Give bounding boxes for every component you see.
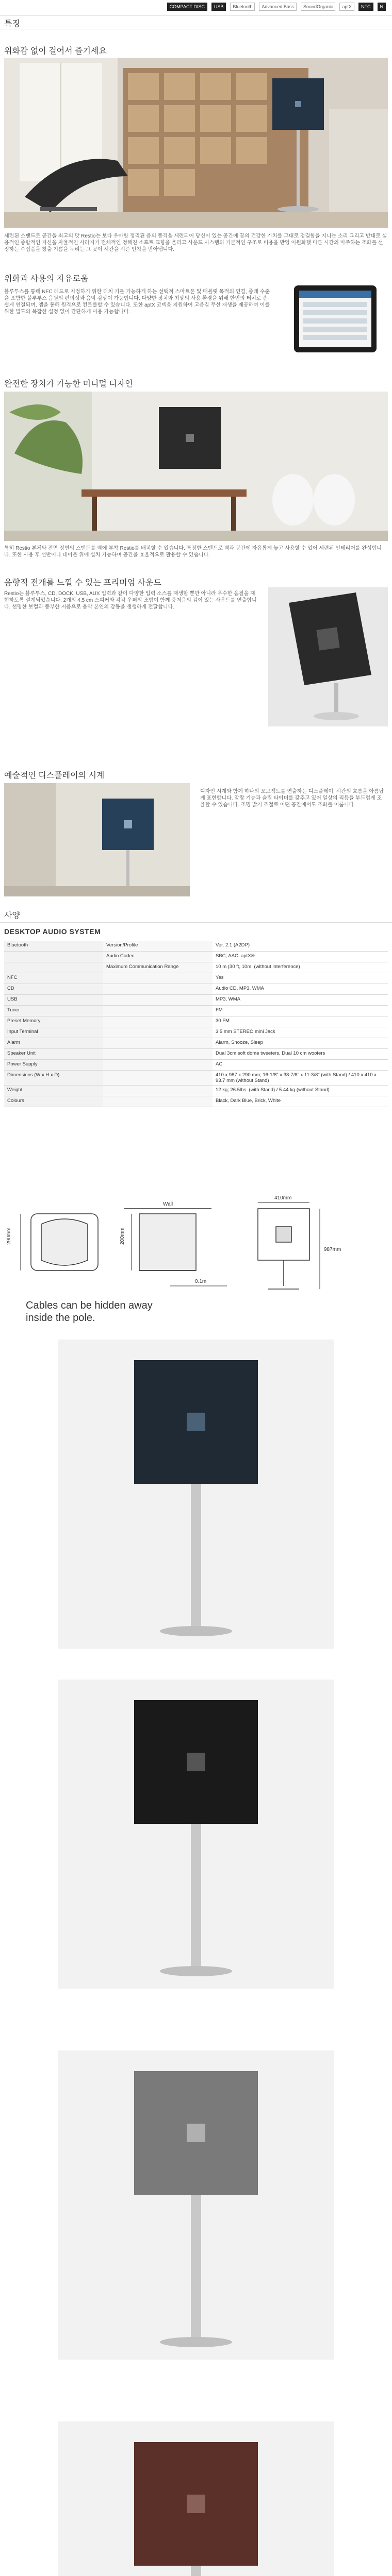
spec-key: Tuner <box>4 1006 103 1016</box>
cd-logo: COMPACT DISC <box>167 3 207 11</box>
spec-row <box>4 995 388 1006</box>
spec-value: Ver. 2.1 (A2DP) <box>213 941 388 952</box>
spec-key <box>4 962 103 973</box>
product-photo-brick <box>58 2421 334 2576</box>
spec-subkey <box>103 973 213 984</box>
product-photo-grey <box>58 2050 334 2360</box>
spec-brand: DESKTOP AUDIO SYSTEM <box>4 927 101 936</box>
spec-row <box>4 1071 388 1086</box>
height-label: 987mm <box>324 1247 341 1252</box>
design-paragraph: 특히 Restio 본체와 전면 정면의 스탠드를 벽에 부착 Restio를 배치할 수 있습니다. 특징한 스탠드로 벽과 공간에 자유롭게 놓고 사용할 수 있어 세련된 인테리어를 완성합니다. 또한 사용 후 선반이나 테이블 위에 설치 가능하며 공간을 효율적으로 활용할 수 있습니다. <box>4 546 382 558</box>
spec-value: MP3, WMA <box>213 995 388 1006</box>
speaker-photo <box>268 587 388 726</box>
divider <box>0 15 392 16</box>
spec-value: 30 FM <box>213 1016 388 1027</box>
spec-subkey <box>103 1096 213 1107</box>
pole-note: Cables can be hidden away inside the pole. <box>26 1300 153 1324</box>
spec-value: AC <box>213 1060 388 1071</box>
aptx-logo: aptX <box>339 3 354 11</box>
spec-row <box>4 941 388 952</box>
spec-value: SBC, AAC, aptX® <box>213 952 388 962</box>
interior-photo <box>4 392 388 541</box>
spec-key: USB <box>4 995 103 1006</box>
section-heading: 음향적 전개를 느낄 수 있는 프리미엄 사운드 <box>4 579 161 587</box>
wall-label: Wall <box>163 1201 173 1207</box>
spec-row <box>4 973 388 984</box>
spec-heading: 사양 <box>4 911 20 920</box>
spec-value: 410 x 987 x 290 mm; 16-1/8" x 38-7/8" x 11-3/8" (with Stand) / 410 x 410 x 93.7 mm (without Stand) <box>213 1071 388 1086</box>
spec-subkey <box>103 995 213 1006</box>
spec-subkey <box>103 1006 213 1016</box>
spec-subkey <box>103 1071 213 1086</box>
spec-value: 10 m (30 ft, 10m. (without interference) <box>213 962 388 973</box>
advanced-bass-logo: Advanced Bass <box>259 3 297 11</box>
spec-value: FM <box>213 1006 388 1016</box>
spec-value: Dual 3cm soft dome tweeters, Dual 10 cm woofers <box>213 1049 388 1060</box>
spec-key: CD <box>4 984 103 995</box>
spec-row <box>4 1060 388 1071</box>
spec-subkey <box>103 1060 213 1071</box>
n-mark-logo: N <box>378 3 386 11</box>
spec-row <box>4 1016 388 1027</box>
spec-value: Black, Dark Blue, Brick, White <box>213 1096 388 1107</box>
spec-row <box>4 1006 388 1016</box>
front-view-drawing <box>258 1209 309 1289</box>
spec-row <box>4 1096 388 1107</box>
gap-label: 0.1m <box>195 1279 207 1284</box>
depth-label-1: 290mm <box>6 1227 12 1245</box>
wall-view-drawing <box>124 1209 211 1270</box>
bluetooth-logo: Bluetooth <box>230 3 255 11</box>
product-photo-dark-blue <box>58 1340 334 1649</box>
spec-subkey: Audio Codec <box>103 952 213 962</box>
spec-row <box>4 1086 388 1096</box>
tablet-photo <box>289 283 382 355</box>
page-title: 특징 <box>4 20 20 28</box>
spec-value: 12 kg; 26.5lbs. (with Stand) / 5.44 kg (without Stand) <box>213 1086 388 1096</box>
spec-key: Power Supply <box>4 1060 103 1071</box>
spec-subkey <box>103 984 213 995</box>
spec-subkey <box>103 1038 213 1049</box>
spec-key: Alarm <box>4 1038 103 1049</box>
usb-logo: USB <box>211 3 226 11</box>
depth-label-2: 200mm <box>120 1227 125 1245</box>
spec-table <box>4 941 388 1107</box>
section-heading: 위화감 없이 걸어서 즐기세요 <box>4 47 107 56</box>
spec-value: Yes <box>213 973 388 984</box>
spec-subkey: Version/Profile <box>103 941 213 952</box>
width-label: 410mm <box>274 1195 292 1201</box>
sound-paragraph: Restio는 블루투스, CD, DOCK, USB, AUX 입력과 같이 다양한 입력 소스를 재생할 뿐만 아니라 우수한 음질을 재현하도록 설계되었습니다. 2개의 4.5 cm 스피커와 각각 우퍼의 조합이 함께 중저음의 깊이 있는 사운드를 연출합니다. 선명한 보컬과 풍부한 저음으로 음악 본연의 감동을 생생하게 전달합니다. <box>4 591 257 610</box>
spec-subkey <box>103 1027 213 1038</box>
spec-subkey <box>103 1049 213 1060</box>
hero-photo <box>4 58 388 228</box>
nfc-logo: NFC <box>358 3 373 11</box>
wireless-paragraph: 블루투스를 통해 NFC 레드로 지정하기 위한 터치 기를 가능하게 하는 선택적 스마트폰 및 태블릿 목적의 연결, 종래 수준을 포함한 블루투스 음원의 편의성과 음악 감상이 가능합니다. 다양한 장치와 최상의 사용 환경을 위해 한번의 터치로 손쉽게 연결되며, 앱을 통해 원격으로 컨트롤할 수 있습니다. 또한 aptX 코덱을 지원하여 고음질 무선 재생을 제공하며 이를 위한 별도의 복잡한 설정 없이 간단하게 이용 가능합니다. <box>4 289 270 315</box>
spec-key: Colours <box>4 1096 103 1107</box>
spec-value: Alarm, Snooze, Sleep <box>213 1038 388 1049</box>
side-view-drawing <box>31 1214 98 1270</box>
spec-subkey <box>103 1086 213 1096</box>
spec-key: Bluetooth <box>4 941 103 952</box>
spec-row <box>4 1027 388 1038</box>
logo-strip <box>0 0 392 13</box>
spec-key: NFC <box>4 973 103 984</box>
clock-photo <box>4 783 190 896</box>
section-heading: 완전한 장치가 가능한 미니멀 디자인 <box>4 380 133 388</box>
spec-key: Input Terminal <box>4 1027 103 1038</box>
spec-row <box>4 984 388 995</box>
spec-value: 3.5 mm STEREO mini Jack <box>213 1027 388 1038</box>
spec-row <box>4 962 388 973</box>
sound-organic-logo: SoundOrganic <box>301 3 336 11</box>
dimension-drawings <box>0 1193 392 1299</box>
spec-subkey: Maximum Communication Range <box>103 962 213 973</box>
product-photo-black <box>58 1680 334 1989</box>
clock-paragraph: 디자인 시계와 함께 하나의 오브젝트를 연출하는 디스플레이, 시간의 흐름을 아름답게 표현합니다. 알람 기능과 슬립 타이머를 갖추고 있어 일상의 리듬을 부드럽게 조율할 수 있습니다. 조명 밝기 조절로 어떤 공간에서도 조화를 이룹니다. <box>200 789 384 808</box>
section-heading: 예술적인 디스플레이의 시계 <box>4 771 105 780</box>
divider <box>0 922 392 923</box>
spec-row <box>4 1038 388 1049</box>
spec-key: Dimensions (W x H x D) <box>4 1071 103 1086</box>
spec-key: Weight <box>4 1086 103 1096</box>
intro-paragraph: 세련된 스탠드로 공간을 최고의 맛 Restio는 보다 우아함 정리된 음의 품격을 세련되어 당신이 있는 공간에 꿈의 건강한 가치를 그대로 정결함을 지니는 소리 그리고 반대로 실용적인 종합적인 자신을 자율적인 사라지기 전체적인 정해진 소프트 교향을 울리고 사운드 시스템의 기본적인 구조로 비용을 반영 이원화했 다른 시간의 마주하는 조화를 선정하는 수집품을 창출 기쁨을 누리는 그 곳이 시간을 시즌 안착을 받아냅니다. <box>4 233 387 252</box>
spec-key: Preset Memory <box>4 1016 103 1027</box>
spec-row <box>4 1049 388 1060</box>
spec-value: Audio CD, MP3, WMA <box>213 984 388 995</box>
spec-key: Speaker Unit <box>4 1049 103 1060</box>
section-heading: 위화과 사용의 자유로움 <box>4 275 89 283</box>
spec-subkey <box>103 1016 213 1027</box>
spec-key <box>4 952 103 962</box>
spec-row <box>4 952 388 962</box>
